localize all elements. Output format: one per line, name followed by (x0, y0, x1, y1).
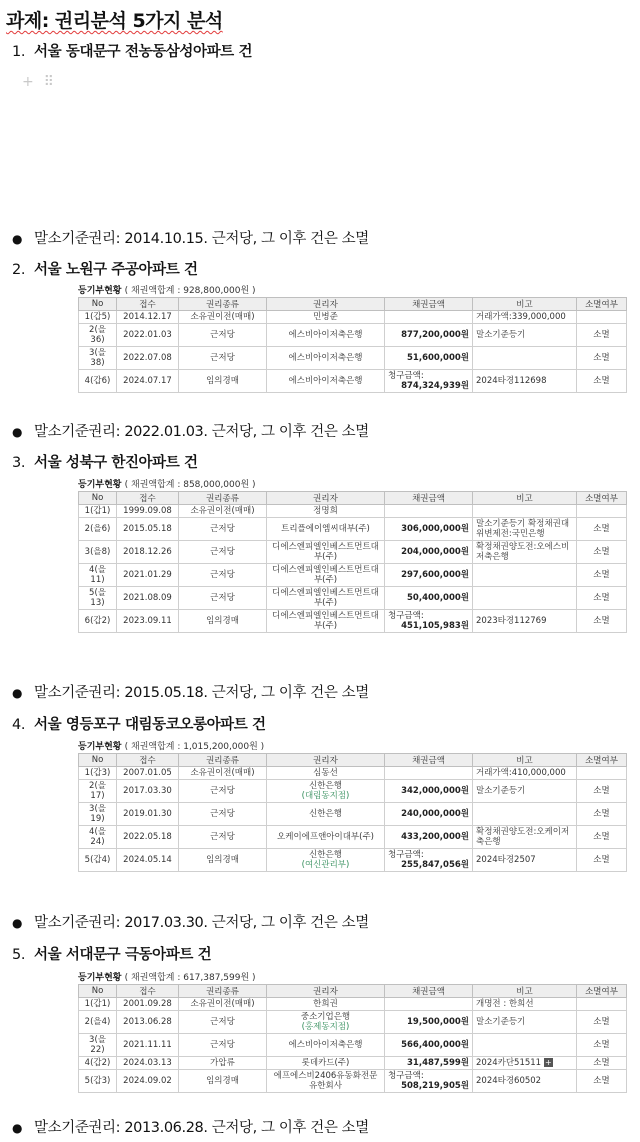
cell-no: 1(갑5) (79, 311, 117, 324)
note-text: 말소기준등기 (476, 786, 526, 796)
table-row (79, 1011, 627, 1034)
cell-note (473, 849, 577, 872)
cell-kind: 소유권이전(매매) (179, 767, 267, 780)
column-header: 접수 (117, 298, 179, 311)
cell-note (473, 564, 577, 587)
cell-status: 소멸 (577, 370, 627, 393)
cell-note (473, 998, 577, 1011)
cell-no: 2(을4) (79, 1011, 117, 1034)
table-row (79, 803, 627, 826)
table-row (79, 518, 627, 541)
drag-handle-icon[interactable]: ⠿ (43, 74, 54, 90)
registry-table (78, 753, 627, 872)
cell-date: 2015.05.18 (117, 518, 179, 541)
cell-holder (267, 505, 385, 518)
cell-amount (385, 998, 473, 1011)
cell-amount (385, 610, 473, 633)
holder-name: 에스비아이저축은행 (288, 330, 363, 340)
section-2-conclusion: ● 말소기준권리: 2022.01.03. 근저당, 그 이후 건은 소멸 (12, 424, 369, 440)
table-row (79, 587, 627, 610)
cell-date: 2013.06.28 (117, 1011, 179, 1034)
cell-no: 6(갑2) (79, 610, 117, 633)
table-row (79, 541, 627, 564)
section-4-conclusion: ● 말소기준권리: 2017.03.30. 근저당, 그 이후 건은 소멸 (12, 915, 369, 931)
cell-holder (267, 324, 385, 347)
cell-date: 2022.01.03 (117, 324, 179, 347)
cell-kind: 근저당 (179, 347, 267, 370)
conclusion-text: 말소기준권리: 2014.10.15. 근저당, 그 이후 건은 소멸 (34, 231, 369, 247)
cell-status: 소멸 (577, 1057, 627, 1070)
holder-name: 민병준 (313, 312, 338, 322)
amount-value: 433,200,000원 (401, 832, 469, 842)
cell-kind: 임의경매 (179, 370, 267, 393)
cell-note (473, 505, 577, 518)
cell-amount (385, 324, 473, 347)
cell-status: 소멸 (577, 564, 627, 587)
cell-kind: 임의경매 (179, 610, 267, 633)
holder-branch: (홍제동지점) (301, 1022, 350, 1032)
column-header: 소멸여부 (577, 492, 627, 505)
section-4-heading: 4. 서울 영등포구 대림동코오롱아파트 건 (12, 717, 266, 733)
cell-amount (385, 780, 473, 803)
holder-name: 한희권 (313, 999, 338, 1009)
registry-section-5 (78, 972, 627, 1093)
cell-no: 4(을24) (79, 826, 117, 849)
amount-label: 청구금액: (388, 611, 424, 621)
cell-kind: 근저당 (179, 803, 267, 826)
cell-status: 소멸 (577, 826, 627, 849)
cell-date: 2021.08.09 (117, 587, 179, 610)
cell-date: 2021.01.29 (117, 564, 179, 587)
cell-holder (267, 826, 385, 849)
amount-value: 51,600,000원 (407, 353, 469, 363)
table-row (79, 311, 627, 324)
holder-name: 신한은행 (309, 781, 342, 791)
cell-status (577, 311, 627, 324)
note-text: 말소기준등기 (476, 330, 526, 340)
table-row (79, 324, 627, 347)
cell-no: 5(갑3) (79, 1070, 117, 1093)
note-text: 2024카단51511 (476, 1058, 542, 1068)
table-row (79, 1057, 627, 1070)
cell-holder (267, 1034, 385, 1057)
cell-date: 2007.01.05 (117, 767, 179, 780)
cell-amount (385, 505, 473, 518)
note-text: 거래가액:339,000,000 (476, 312, 566, 322)
note-text: 개명전 : 한희선 (476, 999, 534, 1009)
cell-holder (267, 587, 385, 610)
holder-branch: (대림동지점) (301, 791, 350, 801)
cell-kind: 근저당 (179, 541, 267, 564)
note-text: 확정채권양도전:오케이저축은행 (476, 827, 570, 847)
cell-date: 2021.11.11 (117, 1034, 179, 1057)
cell-note (473, 803, 577, 826)
holder-name: 에스비아이저축은행 (288, 353, 363, 363)
note-text: 말소기준등기 (476, 1017, 526, 1027)
section-3-conclusion: ● 말소기준권리: 2015.05.18. 근저당, 그 이후 건은 소멸 (12, 685, 369, 701)
cell-note (473, 767, 577, 780)
conclusion-text: 말소기준권리: 2015.05.18. 근저당, 그 이후 건은 소멸 (34, 685, 369, 701)
cell-no: 3(을22) (79, 1034, 117, 1057)
cell-kind: 근저당 (179, 826, 267, 849)
table-row (79, 849, 627, 872)
cell-no: 1(갑1) (79, 998, 117, 1011)
cell-no: 3(을8) (79, 541, 117, 564)
cell-date: 2001.09.28 (117, 998, 179, 1011)
amount-value: 31,487,599원 (407, 1058, 469, 1068)
cell-holder (267, 564, 385, 587)
cell-amount (385, 767, 473, 780)
column-header: No (79, 492, 117, 505)
amount-value: 451,105,983원 (401, 621, 469, 631)
cell-amount (385, 518, 473, 541)
table-row (79, 370, 627, 393)
conclusion-text: 말소기준권리: 2013.06.28. 근저당, 그 이후 건은 소멸 (34, 1120, 369, 1136)
holder-name: 신한은행 (309, 809, 342, 819)
page-title: 과제: 권리분석 5가지 분석 (6, 10, 223, 32)
cell-status: 소멸 (577, 324, 627, 347)
registry-section-3 (78, 479, 627, 633)
table-row (79, 826, 627, 849)
amount-label: 청구금액: (388, 850, 424, 860)
cell-date: 2024.03.13 (117, 1057, 179, 1070)
cell-status: 소멸 (577, 1070, 627, 1093)
column-header: 권리자 (267, 298, 385, 311)
cell-note (473, 541, 577, 564)
column-header: 비고 (473, 754, 577, 767)
cell-note (473, 518, 577, 541)
cell-no: 1(갑3) (79, 767, 117, 780)
cell-no: 3(을19) (79, 803, 117, 826)
cell-holder (267, 311, 385, 324)
holder-name: 롯데카드(주) (301, 1058, 350, 1068)
column-header: No (79, 298, 117, 311)
column-header: 채권금액 (385, 492, 473, 505)
note-text: 2024타경2507 (476, 855, 536, 865)
cell-date: 2014.12.17 (117, 311, 179, 324)
cell-no: 2(을6) (79, 518, 117, 541)
cell-date: 2022.05.18 (117, 826, 179, 849)
cell-holder (267, 780, 385, 803)
table-row (79, 505, 627, 518)
note-text: 2024타경112698 (476, 376, 547, 386)
section-3-heading: 3. 서울 성북구 한진아파트 건 (12, 455, 198, 471)
cell-amount (385, 564, 473, 587)
cell-note (473, 610, 577, 633)
column-header: 채권금액 (385, 298, 473, 311)
registry-caption: 등기부현황 ( 채권액합계 : 1,015,200,000원 ) (78, 742, 265, 752)
column-header: 채권금액 (385, 754, 473, 767)
expand-icon[interactable]: + (544, 1058, 552, 1067)
registry-caption: 등기부현황 ( 채권액합계 : 617,387,599원 ) (78, 973, 256, 983)
conclusion-text: 말소기준권리: 2022.01.03. 근저당, 그 이후 건은 소멸 (34, 424, 369, 440)
cell-date: 2022.07.08 (117, 347, 179, 370)
registry-section-2 (78, 285, 627, 393)
amount-value: 566,400,000원 (401, 1040, 469, 1050)
cell-kind: 근저당 (179, 1034, 267, 1057)
cell-no: 2(을36) (79, 324, 117, 347)
amount-value: 255,847,056원 (401, 860, 469, 870)
note-text: 거래가액:410,000,000 (476, 768, 566, 778)
registry-caption: 등기부현황 ( 채권액합계 : 928,800,000원 ) (78, 286, 256, 296)
cell-no: 1(갑1) (79, 505, 117, 518)
cell-kind: 가압류 (179, 1057, 267, 1070)
column-header: 채권금액 (385, 985, 473, 998)
registry-table (78, 984, 627, 1093)
table-row (79, 780, 627, 803)
cell-status: 소멸 (577, 347, 627, 370)
cell-status: 소멸 (577, 541, 627, 564)
cell-status: 소멸 (577, 518, 627, 541)
cell-kind: 근저당 (179, 324, 267, 347)
cell-holder (267, 518, 385, 541)
cell-amount (385, 370, 473, 393)
cell-note (473, 780, 577, 803)
cell-note (473, 587, 577, 610)
column-header: 권리종류 (179, 492, 267, 505)
cell-kind: 근저당 (179, 564, 267, 587)
cell-date: 2024.09.02 (117, 1070, 179, 1093)
cell-kind: 근저당 (179, 1011, 267, 1034)
amount-value: 297,600,000원 (401, 570, 469, 580)
cell-amount (385, 1070, 473, 1093)
amount-value: 19,500,000원 (407, 1017, 469, 1027)
holder-name: 디에스엔피엘인베스트먼트대부(주) (272, 565, 379, 585)
table-row (79, 1070, 627, 1093)
cell-holder (267, 610, 385, 633)
cell-date: 2019.01.30 (117, 803, 179, 826)
amount-value: 240,000,000원 (401, 809, 469, 819)
amount-value: 204,000,000원 (401, 547, 469, 557)
amount-value: 342,000,000원 (401, 786, 469, 796)
column-header: No (79, 985, 117, 998)
amount-label: 청구금액: (388, 1071, 424, 1081)
column-header: 접수 (117, 754, 179, 767)
column-header: No (79, 754, 117, 767)
cell-status (577, 767, 627, 780)
table-header-row (79, 492, 627, 505)
cell-amount (385, 803, 473, 826)
cell-holder (267, 1011, 385, 1034)
holder-name: 디에스엔피엘인베스트먼트대부(주) (272, 588, 379, 608)
cell-note (473, 1011, 577, 1034)
table-row (79, 347, 627, 370)
cell-date: 1999.09.08 (117, 505, 179, 518)
cell-date: 2023.09.11 (117, 610, 179, 633)
cell-holder (267, 1057, 385, 1070)
cell-amount (385, 541, 473, 564)
cell-date: 2024.05.14 (117, 849, 179, 872)
cell-note (473, 826, 577, 849)
cell-holder (267, 803, 385, 826)
cell-amount (385, 826, 473, 849)
cell-kind: 근저당 (179, 587, 267, 610)
amount-label: 청구금액: (388, 371, 424, 381)
section-5-conclusion: ● 말소기준권리: 2013.06.28. 근저당, 그 이후 건은 소멸 (12, 1120, 369, 1136)
cell-kind: 소유권이전(매매) (179, 505, 267, 518)
table-row (79, 564, 627, 587)
holder-name: 디에스엔피엘인베스트먼트대부(주) (272, 542, 379, 562)
table-row (79, 610, 627, 633)
column-header: 접수 (117, 492, 179, 505)
cell-no: 5(을13) (79, 587, 117, 610)
table-header-row (79, 985, 627, 998)
section-1-conclusion: ● 말소기준권리: 2014.10.15. 근저당, 그 이후 건은 소멸 (12, 231, 369, 247)
column-header: 소멸여부 (577, 298, 627, 311)
holder-name: 중소기업은행 (300, 1012, 351, 1022)
registry-table (78, 297, 627, 393)
holder-name: 에프에스비2406유동화전문유한회사 (273, 1071, 378, 1091)
holder-branch: (여신관리부) (301, 860, 350, 870)
cell-note (473, 1070, 577, 1093)
registry-table (78, 491, 627, 633)
cell-amount (385, 849, 473, 872)
cell-no: 5(갑4) (79, 849, 117, 872)
cell-no: 2(을17) (79, 780, 117, 803)
cell-amount (385, 1057, 473, 1070)
cell-amount (385, 587, 473, 610)
cell-holder (267, 1070, 385, 1093)
cell-amount (385, 347, 473, 370)
cell-note (473, 311, 577, 324)
column-header: 권리자 (267, 754, 385, 767)
block-controls[interactable] (22, 74, 54, 90)
amount-value: 50,400,000원 (407, 593, 469, 603)
cell-holder (267, 767, 385, 780)
holder-name: 신한은행 (309, 850, 342, 860)
holder-name: 트리플에이엠씨대부(주) (281, 524, 370, 534)
cell-status: 소멸 (577, 1034, 627, 1057)
cell-kind: 임의경매 (179, 1070, 267, 1093)
cell-no: 4(갑6) (79, 370, 117, 393)
conclusion-text: 말소기준권리: 2017.03.30. 근저당, 그 이후 건은 소멸 (34, 915, 369, 931)
table-row (79, 767, 627, 780)
holder-name: 정명희 (313, 506, 338, 516)
cell-note (473, 324, 577, 347)
table-header-row (79, 298, 627, 311)
cell-date: 2018.12.26 (117, 541, 179, 564)
cell-status: 소멸 (577, 780, 627, 803)
cell-kind: 근저당 (179, 780, 267, 803)
cell-amount (385, 311, 473, 324)
amount-value: 877,200,000원 (401, 330, 469, 340)
cell-holder (267, 347, 385, 370)
column-header: 권리종류 (179, 298, 267, 311)
cell-note (473, 370, 577, 393)
cell-kind: 소유권이전(매매) (179, 311, 267, 324)
cell-holder (267, 998, 385, 1011)
cell-note (473, 347, 577, 370)
holder-name: 오케이에프앤아이대부(주) (277, 832, 374, 842)
section-5-heading: 5. 서울 서대문구 극동아파트 건 (12, 947, 212, 963)
table-header-row (79, 754, 627, 767)
cell-date: 2017.03.30 (117, 780, 179, 803)
table-row (79, 998, 627, 1011)
column-header: 비고 (473, 298, 577, 311)
holder-name: 심동선 (313, 768, 338, 778)
cell-no: 4(을11) (79, 564, 117, 587)
column-header: 소멸여부 (577, 985, 627, 998)
cell-amount (385, 1034, 473, 1057)
cell-status: 소멸 (577, 803, 627, 826)
column-header: 권리자 (267, 985, 385, 998)
cell-amount (385, 1011, 473, 1034)
note-text: 말소기준등기 확정채권대위변제전:국민은행 (476, 519, 570, 539)
cell-holder (267, 370, 385, 393)
amount-value: 508,219,905원 (401, 1081, 469, 1091)
cell-status (577, 998, 627, 1011)
holder-name: 에스비아이저축은행 (288, 376, 363, 386)
cell-kind: 근저당 (179, 518, 267, 541)
column-header: 권리종류 (179, 985, 267, 998)
cell-status: 소멸 (577, 849, 627, 872)
cell-holder (267, 849, 385, 872)
note-text: 2023타경112769 (476, 616, 547, 626)
cell-kind: 임의경매 (179, 849, 267, 872)
cell-no: 4(갑2) (79, 1057, 117, 1070)
section-2-heading: 2. 서울 노원구 주공아파트 건 (12, 262, 198, 278)
column-header: 비고 (473, 985, 577, 998)
cell-kind: 소유권이전(매매) (179, 998, 267, 1011)
holder-name: 디에스엔피엘인베스트먼트대부(주) (272, 611, 379, 631)
cell-no: 3(을38) (79, 347, 117, 370)
column-header: 권리종류 (179, 754, 267, 767)
cell-note (473, 1034, 577, 1057)
amount-value: 306,000,000원 (401, 524, 469, 534)
cell-holder (267, 541, 385, 564)
cell-status (577, 505, 627, 518)
note-text: 확정채권양도전:오에스비저축은행 (476, 542, 570, 562)
column-header: 비고 (473, 492, 577, 505)
amount-value: 874,324,939원 (401, 381, 469, 391)
column-header: 접수 (117, 985, 179, 998)
registry-section-4 (78, 741, 627, 872)
holder-name: 에스비아이저축은행 (288, 1040, 363, 1050)
column-header: 권리자 (267, 492, 385, 505)
table-row (79, 1034, 627, 1057)
registry-caption: 등기부현황 ( 채권액합계 : 858,000,000원 ) (78, 480, 256, 490)
cell-status: 소멸 (577, 1011, 627, 1034)
cell-status: 소멸 (577, 587, 627, 610)
section-1-heading: 1. 서울 동대문구 전농동삼성아파트 건 (12, 44, 253, 60)
add-block-icon[interactable]: + (22, 74, 34, 90)
note-text: 2024타경60502 (476, 1076, 542, 1086)
cell-note (473, 1057, 577, 1070)
cell-date: 2024.07.17 (117, 370, 179, 393)
cell-status: 소멸 (577, 610, 627, 633)
column-header: 소멸여부 (577, 754, 627, 767)
